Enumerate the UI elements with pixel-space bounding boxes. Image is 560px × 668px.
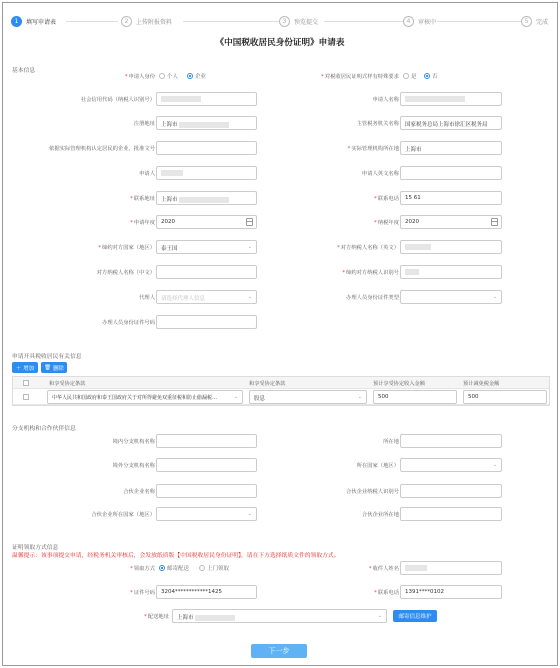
step-label: 填写申请表: [26, 18, 57, 26]
form-row: [3, 561, 559, 575]
phone-label: *联系电话: [374, 196, 399, 202]
form-row: [3, 458, 559, 472]
id-input[interactable]: 3204************1425: [156, 585, 257, 599]
step-preview-submit[interactable]: [279, 14, 318, 28]
step-label: 完成: [536, 18, 549, 26]
form-row: [3, 141, 559, 155]
application-form-window: [2, 2, 558, 666]
step-number: 3: [279, 16, 290, 27]
other-tin-label: *缔约对方纳税人识别号: [342, 270, 399, 276]
step-connector: [66, 21, 118, 22]
method-label: *领取方式: [130, 566, 155, 572]
radio-circle: [199, 565, 205, 571]
add-row-button[interactable]: ＋ 增加: [12, 362, 38, 373]
radio-yes[interactable]: 是: [403, 72, 417, 80]
masked-value: [405, 565, 427, 571]
chevron-down-icon: ⌄: [233, 394, 238, 400]
column-header: 和享受协定条款: [249, 381, 286, 387]
applicant-name-label: 申请人名称: [372, 97, 399, 103]
step-complete[interactable]: [521, 14, 548, 28]
row-checkbox[interactable]: [23, 394, 29, 400]
tax-year-label: *纳税年度: [374, 220, 399, 226]
progress-steps: [11, 14, 551, 28]
radio-circle: [159, 73, 165, 79]
handler-doc-no-label: 办理人员身份证件号码: [102, 320, 155, 326]
select-all-checkbox[interactable]: [23, 380, 29, 386]
chevron-down-icon: ⌄: [357, 394, 362, 400]
country-label: *缔约对方国家（地区）: [98, 245, 155, 251]
page-title: 《中国税收居民身份证明》申请表: [215, 38, 345, 48]
handler-doc-type-label: 办理人员身份证件类型: [346, 295, 399, 301]
step-number: 1: [11, 16, 22, 27]
form-row: [3, 92, 559, 106]
section-title-treaty: 申请开具税收居民有关信息: [12, 354, 82, 360]
radio-mail[interactable]: 邮寄配送: [159, 564, 189, 572]
plus-icon: ＋: [15, 365, 22, 372]
chevron-down-icon: ⌄: [492, 294, 497, 300]
form-row: [3, 290, 559, 304]
approval-org-label: 依据实际管理机构认定居民的企业，批准文号: [49, 146, 155, 152]
foreign-country-select[interactable]: [400, 458, 502, 472]
form-row: [3, 116, 559, 130]
step-connector: [437, 21, 521, 22]
calendar-icon: [246, 218, 253, 226]
treaty-select[interactable]: 中华人民共和国政府和泰王国政府关于对所得避免双重征税和防止偷漏税… ⌄: [47, 390, 243, 404]
handler-doc-type-select[interactable]: [400, 290, 502, 304]
foreign-name-label: 境外分支机构名称: [112, 463, 155, 469]
applicant-en-label: 申请人英文名称: [361, 171, 399, 177]
chevron-down-icon: ⌄: [492, 462, 497, 468]
radio-circle: [403, 73, 409, 79]
id-label: *证件号码: [130, 590, 155, 596]
maintain-address-button[interactable]: 邮寄信息维护: [393, 610, 437, 622]
form-row: [3, 315, 559, 329]
radio-pickup[interactable]: 上门领取: [199, 564, 229, 572]
partner-name-input[interactable]: [156, 484, 257, 498]
receiver-label: *收件人姓名: [368, 566, 399, 572]
step-number: 5: [521, 16, 532, 27]
applicant-type-label: *申请人身份: [124, 74, 155, 80]
column-header: 预计享受协定收入金额: [373, 381, 425, 387]
step-number: 2: [121, 16, 132, 27]
phone-input[interactable]: 15 61: [400, 191, 502, 205]
applicant-input[interactable]: [156, 166, 257, 180]
applicant-label: 申请人: [139, 171, 155, 177]
handler-doc-no-input[interactable]: [156, 315, 257, 329]
other-name-cn-input[interactable]: [156, 265, 257, 279]
tax-office-input[interactable]: 国家税务总局上海市徐汇区税务局: [400, 116, 502, 130]
addr-select[interactable]: 上海市 ⌄: [172, 609, 387, 623]
masked-value: [405, 269, 419, 275]
contact-addr-label: *联系地址: [130, 196, 155, 202]
masked-value: [195, 615, 235, 621]
treaty-table: [12, 376, 550, 406]
receive-phone-label: *联系电话: [374, 590, 399, 596]
contact-addr-input[interactable]: 上海市: [156, 191, 257, 205]
step-label: 预览提交: [294, 18, 319, 26]
chevron-down-icon: ⌄: [247, 294, 252, 300]
reg-addr-label: 注册地址: [133, 121, 155, 127]
form-row: [3, 585, 559, 599]
partner-name-label: 合伙企业名称: [123, 489, 155, 495]
trash-icon: 🗑: [44, 364, 52, 371]
domestic-name-label: 境内分支机构名称: [112, 439, 155, 445]
section-title-receive: 证明领取方式信息: [12, 545, 59, 551]
step-connector: [324, 21, 404, 22]
column-header: 和享受协定条款: [49, 381, 86, 387]
country-select[interactable]: 泰王国 ⌄: [156, 240, 257, 254]
radio-circle: [159, 565, 165, 571]
form-row: [3, 240, 559, 254]
calendar-icon: [491, 218, 498, 226]
radio-circle: [187, 73, 193, 79]
step-fill-form[interactable]: [11, 14, 56, 28]
foreign-country-label: 所在国家（地区）: [356, 463, 399, 469]
step-number: 4: [403, 16, 414, 27]
applicant-name-input[interactable]: [400, 92, 502, 106]
domestic-addr-input[interactable]: [400, 434, 502, 448]
masked-value: [161, 96, 201, 102]
section-title-basic: 基本信息: [12, 68, 36, 74]
actual-mgmt-input[interactable]: 上海市: [400, 141, 502, 155]
partner-country-label: 合伙企业所在国家（地区）: [91, 512, 155, 518]
domestic-name-input[interactable]: [156, 434, 257, 448]
masked-value: [179, 122, 229, 128]
article-select[interactable]: 股息 ⌄: [249, 390, 367, 404]
form-row: [3, 69, 559, 83]
form-row: [3, 507, 559, 521]
credit-code-input[interactable]: [156, 92, 257, 106]
table-row: [13, 389, 549, 405]
partner-addr-input[interactable]: [400, 507, 502, 521]
receive-phone-input[interactable]: 1391****0102: [400, 585, 502, 599]
form-row: [3, 484, 559, 498]
partner-tin-input[interactable]: [400, 484, 502, 498]
domestic-addr-label: 所在地: [383, 439, 399, 445]
masked-value: [179, 197, 229, 203]
warning-text: 温馨提示：该事项提交申请，经税务机关审核后，会发放纸质版【中国税收居民身份证明】，请在下方选择纸质文件的领取方式。: [12, 553, 340, 559]
column-header: 预计减免税金额: [463, 381, 500, 387]
special-req-label: *对税收居民证明式样有特殊要求: [321, 74, 399, 80]
tax-year-picker[interactable]: 2020: [400, 215, 502, 229]
relief-input[interactable]: 500: [463, 390, 547, 404]
masked-value: [405, 244, 431, 250]
step-label: 审核中: [418, 18, 437, 26]
tax-office-label: 主管税务机关名称: [356, 121, 399, 127]
step-reviewing[interactable]: [403, 14, 436, 28]
radio-enterprise[interactable]: 企业: [187, 72, 206, 80]
form-row: [3, 166, 559, 180]
actual-mgmt-label: *实际管理机构所在地: [347, 146, 399, 152]
form-row: [3, 609, 559, 623]
radio-individual[interactable]: 个人: [159, 72, 178, 80]
other-name-en-label: *对方纳税人名称（英文）: [337, 245, 399, 251]
step-connector: [183, 21, 281, 22]
step-label: 上传附报资料: [136, 18, 173, 26]
form-row: [3, 434, 559, 448]
section-title-branch: 分支机构和合作伙伴信息: [12, 426, 76, 432]
masked-value: [161, 170, 183, 176]
reg-addr-input[interactable]: 上海市: [156, 116, 257, 130]
agent-select[interactable]: 请选择代理人信息 ⌄: [156, 290, 257, 304]
masked-value: [405, 96, 465, 102]
chevron-down-icon: ⌄: [377, 613, 382, 619]
next-step-button[interactable]: 下一步: [251, 644, 307, 658]
income-input[interactable]: 500: [373, 390, 457, 404]
approval-org-input[interactable]: [156, 141, 257, 155]
addr-label: *配送地址: [144, 614, 169, 620]
radio-no[interactable]: 否: [424, 72, 438, 80]
applicant-en-input[interactable]: [400, 166, 502, 180]
chevron-down-icon: ⌄: [247, 511, 252, 517]
radio-circle: [424, 73, 430, 79]
credit-code-label: 社会信用代码（纳税人识别号）: [80, 97, 155, 103]
form-row: [3, 191, 559, 205]
foreign-name-input[interactable]: [156, 458, 257, 472]
partner-tin-label: 合伙企业纳税人识别号: [346, 489, 399, 495]
apply-year-picker[interactable]: 2020: [156, 215, 257, 229]
other-name-cn-label: 对方纳税人名称（中文）: [96, 270, 155, 276]
partner-addr-label: 合伙企业所在地: [361, 512, 399, 518]
other-name-en-input[interactable]: [400, 240, 502, 254]
chevron-down-icon: ⌄: [247, 244, 252, 250]
apply-year-label: *申请年度: [130, 220, 155, 226]
delete-row-button[interactable]: 🗑 删除: [41, 362, 67, 373]
table-header: [13, 377, 549, 389]
partner-country-select[interactable]: [156, 507, 257, 521]
agent-label: 代理人: [139, 295, 155, 301]
form-row: [3, 265, 559, 279]
other-tin-input[interactable]: [400, 265, 502, 279]
step-upload-docs[interactable]: [121, 14, 172, 28]
receiver-input[interactable]: [400, 561, 502, 575]
form-row: [3, 215, 559, 229]
